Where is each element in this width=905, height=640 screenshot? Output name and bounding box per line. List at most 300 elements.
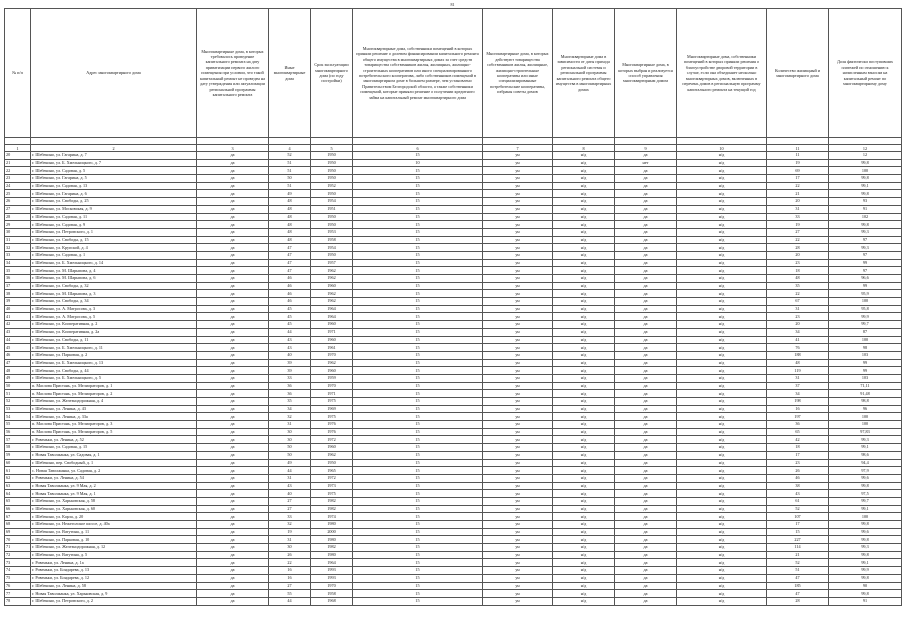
hoa-status-cell: ун bbox=[483, 221, 553, 229]
hoa-status-cell: ун bbox=[483, 521, 553, 529]
row-number-cell: 33 bbox=[5, 251, 31, 259]
address-cell: г. Шебекино, ул. Свободы, д. 32 bbox=[31, 282, 197, 290]
row-number-cell: 30 bbox=[5, 228, 31, 236]
other-houses-cell: 33 bbox=[269, 513, 311, 521]
hoa-status-cell: ун bbox=[483, 459, 553, 467]
payment-share-cell: 97 bbox=[829, 236, 902, 244]
repair-required-cell: да bbox=[197, 582, 269, 590]
management-method-cell: да bbox=[615, 305, 677, 313]
program-date-cell: н/д bbox=[553, 559, 615, 567]
address-cell: г. Ровеньки, ул. Ленина, д. 54 bbox=[31, 474, 197, 482]
yard-improvement-cell: н/д bbox=[677, 559, 767, 567]
row-number-cell: 28 bbox=[5, 213, 31, 221]
build-year-cell: 1962 bbox=[311, 290, 353, 298]
repair-required-cell: да bbox=[197, 305, 269, 313]
yard-improvement-cell: н/д bbox=[677, 275, 767, 283]
other-houses-cell: 44 bbox=[269, 467, 311, 475]
yard-improvement-cell: н/д bbox=[677, 490, 767, 498]
column-number: 8 bbox=[553, 145, 615, 152]
row-number-cell: 39 bbox=[5, 298, 31, 306]
row-number-cell: 37 bbox=[5, 282, 31, 290]
yard-improvement-cell: н/д bbox=[677, 328, 767, 336]
other-houses-cell: 36 bbox=[269, 382, 311, 390]
payment-share-cell: 99,8 bbox=[829, 574, 902, 582]
address-cell: г. Шебекино, ул. Свободы, д. 15 bbox=[31, 236, 197, 244]
co-financing-cell: 15 bbox=[353, 528, 483, 536]
build-year-cell: 1975 bbox=[311, 413, 353, 421]
row-number-cell: 50 bbox=[5, 382, 31, 390]
address-cell: г. Шебекино, ул. М. Шарыпова, д. 6 bbox=[31, 275, 197, 283]
repair-required-cell: да bbox=[197, 482, 269, 490]
repair-required-cell: да bbox=[197, 205, 269, 213]
apartments-count-cell: 28 bbox=[767, 597, 829, 605]
repair-required-cell: да bbox=[197, 282, 269, 290]
hoa-status-cell: ун bbox=[483, 228, 553, 236]
table-row bbox=[5, 336, 902, 344]
build-year-cell: 1950 bbox=[311, 459, 353, 467]
yard-improvement-cell: н/д bbox=[677, 451, 767, 459]
repair-required-cell: да bbox=[197, 421, 269, 429]
program-date-cell: н/д bbox=[553, 321, 615, 329]
hoa-status-cell: ун bbox=[483, 597, 553, 605]
hoa-status-cell: ун bbox=[483, 505, 553, 513]
other-houses-cell: 27 bbox=[269, 582, 311, 590]
program-date-cell: н/д bbox=[553, 413, 615, 421]
hoa-status-cell: ун bbox=[483, 413, 553, 421]
apartments-count-cell: 22 bbox=[767, 236, 829, 244]
address-cell: г. Шебекино, ул. Кооперативная, д. 2 bbox=[31, 321, 197, 329]
management-method-cell: нет bbox=[615, 159, 677, 167]
apartments-count-cell: 20 bbox=[767, 321, 829, 329]
program-date-cell: н/д bbox=[553, 167, 615, 175]
repair-required-cell: да bbox=[197, 198, 269, 206]
repair-required-cell: да bbox=[197, 559, 269, 567]
address-cell: г. Шебекино, ул. Ватутина, д. 11 bbox=[31, 528, 197, 536]
header-cell: Многоквартирные дома, в которых действуют товарищества собственников жилья, жилищные, жилищно-строительные кооперативы или иные специализированные потребительские кооперативы, избраны советы домов bbox=[483, 9, 553, 138]
apartments-count-cell: 227 bbox=[767, 536, 829, 544]
address-cell: г. Шебекино, ул. Ленина, д. 33а bbox=[31, 413, 197, 421]
yard-improvement-cell: н/д bbox=[677, 528, 767, 536]
program-date-cell: н/д bbox=[553, 467, 615, 475]
apartments-count-cell: 38 bbox=[767, 482, 829, 490]
payment-share-cell: 99,8 bbox=[829, 175, 902, 183]
co-financing-cell: 15 bbox=[353, 298, 483, 306]
address-cell: г. Шебекино, ул. Петровского, д. 1 bbox=[31, 228, 197, 236]
header-cell: Многоквартирные дома, собственники помещений в которых приняли решения о благоустройстве дворовой территории в случае, если она объединяет несколько многоквартирных домов, включенных в перечень домов в региональную программу капитального ремонта на текущий год bbox=[677, 9, 767, 138]
table-row bbox=[5, 459, 902, 467]
management-method-cell: да bbox=[615, 359, 677, 367]
management-method-cell: да bbox=[615, 351, 677, 359]
management-method-cell: да bbox=[615, 382, 677, 390]
program-date-cell: н/д bbox=[553, 474, 615, 482]
other-houses-cell: 30 bbox=[269, 436, 311, 444]
management-method-cell: да bbox=[615, 528, 677, 536]
table-row bbox=[5, 290, 902, 298]
hoa-status-cell: ун bbox=[483, 282, 553, 290]
address-cell: г. Шебекино, ул. Свободы, д. 11 bbox=[31, 336, 197, 344]
other-houses-cell: 30 bbox=[269, 544, 311, 552]
row-number-cell: 47 bbox=[5, 359, 31, 367]
apartments-count-cell: 17 bbox=[767, 175, 829, 183]
other-houses-cell: 48 bbox=[269, 198, 311, 206]
payment-share-cell: 91 bbox=[829, 597, 902, 605]
hoa-status-cell: ун bbox=[483, 428, 553, 436]
program-date-cell: н/д bbox=[553, 521, 615, 529]
apartments-count-cell: 28 bbox=[767, 244, 829, 252]
management-method-cell: да bbox=[615, 544, 677, 552]
payment-share-cell: 96 bbox=[829, 405, 902, 413]
build-year-cell: 1982 bbox=[311, 544, 353, 552]
co-financing-cell: 15 bbox=[353, 198, 483, 206]
column-number: 9 bbox=[615, 145, 677, 152]
apartments-count-cell: 11 bbox=[767, 152, 829, 160]
other-houses-cell: 32 bbox=[269, 413, 311, 421]
payment-share-cell: 99,9 bbox=[829, 567, 902, 575]
address-cell: г. Шебекино, ул. Кооперативная, д. 2а bbox=[31, 328, 197, 336]
yard-improvement-cell: н/д bbox=[677, 413, 767, 421]
address-cell: г. Шебекино, ул. Садовая, д. 13 bbox=[31, 182, 197, 190]
co-financing-cell: 15 bbox=[353, 421, 483, 429]
other-houses-cell: 47 bbox=[269, 251, 311, 259]
co-financing-cell: 15 bbox=[353, 374, 483, 382]
program-date-cell: н/д bbox=[553, 205, 615, 213]
apartments-count-cell: 34 bbox=[767, 390, 829, 398]
management-method-cell: да bbox=[615, 405, 677, 413]
program-date-cell: н/д bbox=[553, 528, 615, 536]
other-houses-cell: 35 bbox=[269, 398, 311, 406]
apartments-count-cell: 51 bbox=[767, 567, 829, 575]
other-houses-cell: 46 bbox=[269, 290, 311, 298]
hoa-status-cell: ун bbox=[483, 351, 553, 359]
program-date-cell: н/д bbox=[553, 190, 615, 198]
hoa-status-cell: ун bbox=[483, 398, 553, 406]
program-date-cell: н/д bbox=[553, 336, 615, 344]
row-number-cell: 70 bbox=[5, 536, 31, 544]
hoa-status-cell: ун bbox=[483, 421, 553, 429]
table-row bbox=[5, 167, 902, 175]
build-year-cell: 1993 bbox=[311, 567, 353, 575]
build-year-cell: 1982 bbox=[311, 505, 353, 513]
hoa-status-cell: ун bbox=[483, 390, 553, 398]
payment-share-cell: 71,11 bbox=[829, 382, 902, 390]
management-method-cell: да bbox=[615, 413, 677, 421]
yard-improvement-cell: н/д bbox=[677, 167, 767, 175]
other-houses-cell: 44 bbox=[269, 597, 311, 605]
table-row bbox=[5, 198, 902, 206]
program-date-cell: н/д bbox=[553, 236, 615, 244]
repair-required-cell: да bbox=[197, 213, 269, 221]
other-houses-cell: 45 bbox=[269, 313, 311, 321]
program-date-cell: н/д bbox=[553, 228, 615, 236]
row-number-cell: 38 bbox=[5, 290, 31, 298]
repair-required-cell: да bbox=[197, 459, 269, 467]
address-cell: г. Шебекино, ул. Садовая, д. 5 bbox=[31, 167, 197, 175]
payment-share-cell: 95,9 bbox=[829, 290, 902, 298]
repair-required-cell: да bbox=[197, 398, 269, 406]
payment-share-cell: 100 bbox=[829, 298, 902, 306]
other-houses-cell: 39 bbox=[269, 367, 311, 375]
other-houses-cell: 44 bbox=[269, 328, 311, 336]
payment-share-cell: 97 bbox=[829, 267, 902, 275]
address-cell: г. Шебекино, ул. А. Матросова, д. 3 bbox=[31, 305, 197, 313]
build-year-cell: 1960 bbox=[311, 444, 353, 452]
row-number-cell: 67 bbox=[5, 513, 31, 521]
program-date-cell: н/д bbox=[553, 459, 615, 467]
apartments-count-cell: 48 bbox=[767, 275, 829, 283]
apartments-count-cell: 27 bbox=[767, 228, 829, 236]
co-financing-cell: 15 bbox=[353, 305, 483, 313]
table-row bbox=[5, 390, 902, 398]
program-date-cell: н/д bbox=[553, 259, 615, 267]
address-cell: г. Шебекино, ул. Нежеголское шоссе, д. 40а bbox=[31, 521, 197, 529]
yard-improvement-cell: н/д bbox=[677, 551, 767, 559]
table-row bbox=[5, 444, 902, 452]
co-financing-cell: 15 bbox=[353, 228, 483, 236]
row-number-cell: 71 bbox=[5, 544, 31, 552]
address-cell: п. Маслова Пристань, ул. Мелиораторов, д. 3 bbox=[31, 421, 197, 429]
address-cell: г. Шебекино, ул. Б. Хмельницкого, д. 13 bbox=[31, 359, 197, 367]
build-year-cell: 1958 bbox=[311, 590, 353, 598]
yard-improvement-cell: н/д bbox=[677, 597, 767, 605]
repair-required-cell: да bbox=[197, 551, 269, 559]
table-row bbox=[5, 590, 902, 598]
hoa-status-cell: ун bbox=[483, 298, 553, 306]
row-number-cell: 56 bbox=[5, 428, 31, 436]
program-date-cell: н/д bbox=[553, 497, 615, 505]
hoa-status-cell: ун bbox=[483, 528, 553, 536]
build-year-cell: 1970 bbox=[311, 351, 353, 359]
header-row bbox=[5, 9, 902, 138]
yard-improvement-cell: н/д bbox=[677, 298, 767, 306]
co-financing-cell: 15 bbox=[353, 336, 483, 344]
address-cell: г. Шебекино, ул. М. Шарыпова, д. 3 bbox=[31, 290, 197, 298]
build-year-cell: 1972 bbox=[311, 474, 353, 482]
address-cell: г. Шебекино, ул. Садовая, д. 15 bbox=[31, 444, 197, 452]
repair-required-cell: да bbox=[197, 390, 269, 398]
payment-share-cell: 99 bbox=[829, 367, 902, 375]
table-row bbox=[5, 597, 902, 605]
co-financing-cell: 15 bbox=[353, 544, 483, 552]
repair-required-cell: да bbox=[197, 567, 269, 575]
row-number-cell: 36 bbox=[5, 275, 31, 283]
header-cell: Доля фактически поступивших платежей по отношению к начисленным взносам на капитальный ремонт по многоквартирному дому bbox=[829, 9, 902, 138]
row-number-cell: 63 bbox=[5, 482, 31, 490]
repair-required-cell: да bbox=[197, 413, 269, 421]
co-financing-cell: 15 bbox=[353, 398, 483, 406]
management-method-cell: да bbox=[615, 428, 677, 436]
table-row bbox=[5, 267, 902, 275]
program-date-cell: н/д bbox=[553, 359, 615, 367]
co-financing-cell: 10 bbox=[353, 159, 483, 167]
address-cell: г. Шебекино, ул. А. Матросова, д. 5 bbox=[31, 313, 197, 321]
repair-required-cell: да bbox=[197, 374, 269, 382]
management-method-cell: да bbox=[615, 321, 677, 329]
address-cell: г. Шебекино, ул. Московская, д. 9 bbox=[31, 205, 197, 213]
apartments-count-cell: 35 bbox=[767, 282, 829, 290]
other-houses-cell: 43 bbox=[269, 344, 311, 352]
program-date-cell: н/д bbox=[553, 451, 615, 459]
management-method-cell: да bbox=[615, 244, 677, 252]
address-cell: г. Шебекино, ул. Петровского, д. 2 bbox=[31, 597, 197, 605]
program-date-cell: н/д bbox=[553, 513, 615, 521]
co-financing-cell: 15 bbox=[353, 251, 483, 259]
management-method-cell: да bbox=[615, 490, 677, 498]
table-row bbox=[5, 482, 902, 490]
apartments-count-cell: 19 bbox=[767, 221, 829, 229]
address-cell: г. Шебекино, ул. Ленина, д. 43 bbox=[31, 405, 197, 413]
management-method-cell: да bbox=[615, 175, 677, 183]
column-number: 5 bbox=[311, 145, 353, 152]
hoa-status-cell: ун bbox=[483, 328, 553, 336]
yard-improvement-cell: н/д bbox=[677, 459, 767, 467]
payment-share-cell: 99,6 bbox=[829, 474, 902, 482]
apartments-count-cell: 18 bbox=[767, 267, 829, 275]
management-method-cell: да bbox=[615, 374, 677, 382]
management-method-cell: да bbox=[615, 251, 677, 259]
build-year-cell: 1962 bbox=[311, 298, 353, 306]
repair-required-cell: да bbox=[197, 259, 269, 267]
column-number: 10 bbox=[677, 145, 767, 152]
co-financing-cell: 15 bbox=[353, 559, 483, 567]
hoa-status-cell: ун bbox=[483, 367, 553, 375]
hoa-status-cell: ун bbox=[483, 159, 553, 167]
co-financing-cell: 15 bbox=[353, 428, 483, 436]
other-houses-cell: 34 bbox=[269, 405, 311, 413]
yard-improvement-cell: н/д bbox=[677, 182, 767, 190]
management-method-cell: да bbox=[615, 567, 677, 575]
address-cell: г. Ровеньки, ул. Бондарева, д. 13 bbox=[31, 567, 197, 575]
page-number: 81 bbox=[450, 2, 455, 7]
payment-share-cell: 99,8 bbox=[829, 221, 902, 229]
payment-share-cell: 99,8 bbox=[829, 159, 902, 167]
program-date-cell: н/д bbox=[553, 344, 615, 352]
yard-improvement-cell: н/д bbox=[677, 351, 767, 359]
table-row bbox=[5, 221, 902, 229]
other-houses-cell: 46 bbox=[269, 298, 311, 306]
repair-required-cell: да bbox=[197, 590, 269, 598]
other-houses-cell: 31 bbox=[269, 536, 311, 544]
management-method-cell: да bbox=[615, 459, 677, 467]
table-row bbox=[5, 451, 902, 459]
other-houses-cell: 51 bbox=[269, 159, 311, 167]
program-date-cell: н/д bbox=[553, 152, 615, 160]
table-body bbox=[5, 138, 902, 606]
build-year-cell: 1960 bbox=[311, 321, 353, 329]
other-houses-cell: 43 bbox=[269, 336, 311, 344]
table-row bbox=[5, 182, 902, 190]
build-year-cell: 1959 bbox=[311, 374, 353, 382]
management-method-cell: да bbox=[615, 298, 677, 306]
co-financing-cell: 15 bbox=[353, 213, 483, 221]
program-date-cell: н/д bbox=[553, 367, 615, 375]
row-number-cell: 40 bbox=[5, 305, 31, 313]
header-cell: Многоквартирные дома в зависимости от даты прихода региональной системы и региональной программы капитального ремонта общего имущества в многоквартирных домах bbox=[553, 9, 615, 138]
program-date-cell: н/д bbox=[553, 313, 615, 321]
management-method-cell: да bbox=[615, 336, 677, 344]
co-financing-cell: 15 bbox=[353, 521, 483, 529]
header-cell: Срок эксплуатации многоквартирного дома (по году постройки) bbox=[311, 9, 353, 138]
payment-share-cell: 99,8 bbox=[829, 190, 902, 198]
payment-share-cell: 97,5 bbox=[829, 490, 902, 498]
build-year-cell: 1950 bbox=[311, 167, 353, 175]
row-number-cell: 34 bbox=[5, 259, 31, 267]
other-houses-cell: 47 bbox=[269, 244, 311, 252]
program-date-cell: н/д bbox=[553, 251, 615, 259]
row-number-cell: 66 bbox=[5, 505, 31, 513]
repair-required-cell: да bbox=[197, 490, 269, 498]
repair-required-cell: да bbox=[197, 428, 269, 436]
other-houses-cell: 49 bbox=[269, 190, 311, 198]
co-financing-cell: 15 bbox=[353, 328, 483, 336]
repair-required-cell: да bbox=[197, 474, 269, 482]
program-date-cell: н/д bbox=[553, 567, 615, 575]
row-number-cell: 74 bbox=[5, 567, 31, 575]
table-row bbox=[5, 259, 902, 267]
column-number: 3 bbox=[197, 145, 269, 152]
row-number-cell: 59 bbox=[5, 451, 31, 459]
repair-required-cell: да bbox=[197, 336, 269, 344]
other-houses-cell: 16 bbox=[269, 567, 311, 575]
hoa-status-cell: ун bbox=[483, 451, 553, 459]
other-houses-cell: 36 bbox=[269, 390, 311, 398]
apartments-count-cell: 15 bbox=[767, 528, 829, 536]
apartments-count-cell: 119 bbox=[767, 367, 829, 375]
other-houses-cell: 27 bbox=[269, 497, 311, 505]
build-year-cell: 1968 bbox=[311, 597, 353, 605]
program-date-cell: н/д bbox=[553, 590, 615, 598]
management-method-cell: да bbox=[615, 205, 677, 213]
management-method-cell: да bbox=[615, 367, 677, 375]
other-houses-cell: 51 bbox=[269, 182, 311, 190]
co-financing-cell: 15 bbox=[353, 236, 483, 244]
table-row bbox=[5, 305, 902, 313]
header-cell: № п/п bbox=[5, 9, 31, 138]
payment-share-cell: 91 bbox=[829, 205, 902, 213]
apartments-count-cell: 47 bbox=[767, 574, 829, 582]
payment-share-cell: 99 bbox=[829, 259, 902, 267]
table-row bbox=[5, 236, 902, 244]
apartments-count-cell: 17 bbox=[767, 451, 829, 459]
row-number-cell: 78 bbox=[5, 597, 31, 605]
apartments-count-cell: 26 bbox=[767, 467, 829, 475]
payment-share-cell: 99,3 bbox=[829, 544, 902, 552]
address-cell: г. Шебекино, ул. Садовая, д. 11 bbox=[31, 213, 197, 221]
repair-required-cell: да bbox=[197, 244, 269, 252]
repair-required-cell: да bbox=[197, 321, 269, 329]
apartments-count-cell: 188 bbox=[767, 351, 829, 359]
yard-improvement-cell: н/д bbox=[677, 474, 767, 482]
other-houses-cell: 31 bbox=[269, 421, 311, 429]
management-method-cell: да bbox=[615, 497, 677, 505]
co-financing-cell: 15 bbox=[353, 190, 483, 198]
yard-improvement-cell: н/д bbox=[677, 313, 767, 321]
repair-required-cell: да bbox=[197, 267, 269, 275]
build-year-cell: 1962 bbox=[311, 275, 353, 283]
co-financing-cell: 15 bbox=[353, 451, 483, 459]
row-number-cell: 72 bbox=[5, 551, 31, 559]
program-date-cell: н/д bbox=[553, 551, 615, 559]
row-number-cell: 27 bbox=[5, 205, 31, 213]
program-date-cell: н/д bbox=[553, 436, 615, 444]
other-houses-cell: 33 bbox=[269, 374, 311, 382]
yard-improvement-cell: н/д bbox=[677, 198, 767, 206]
co-financing-cell: 15 bbox=[353, 436, 483, 444]
co-financing-cell: 15 bbox=[353, 313, 483, 321]
build-year-cell: 1982 bbox=[311, 497, 353, 505]
row-number-cell: 31 bbox=[5, 236, 31, 244]
other-houses-cell: 27 bbox=[269, 505, 311, 513]
hoa-status-cell: ун bbox=[483, 582, 553, 590]
